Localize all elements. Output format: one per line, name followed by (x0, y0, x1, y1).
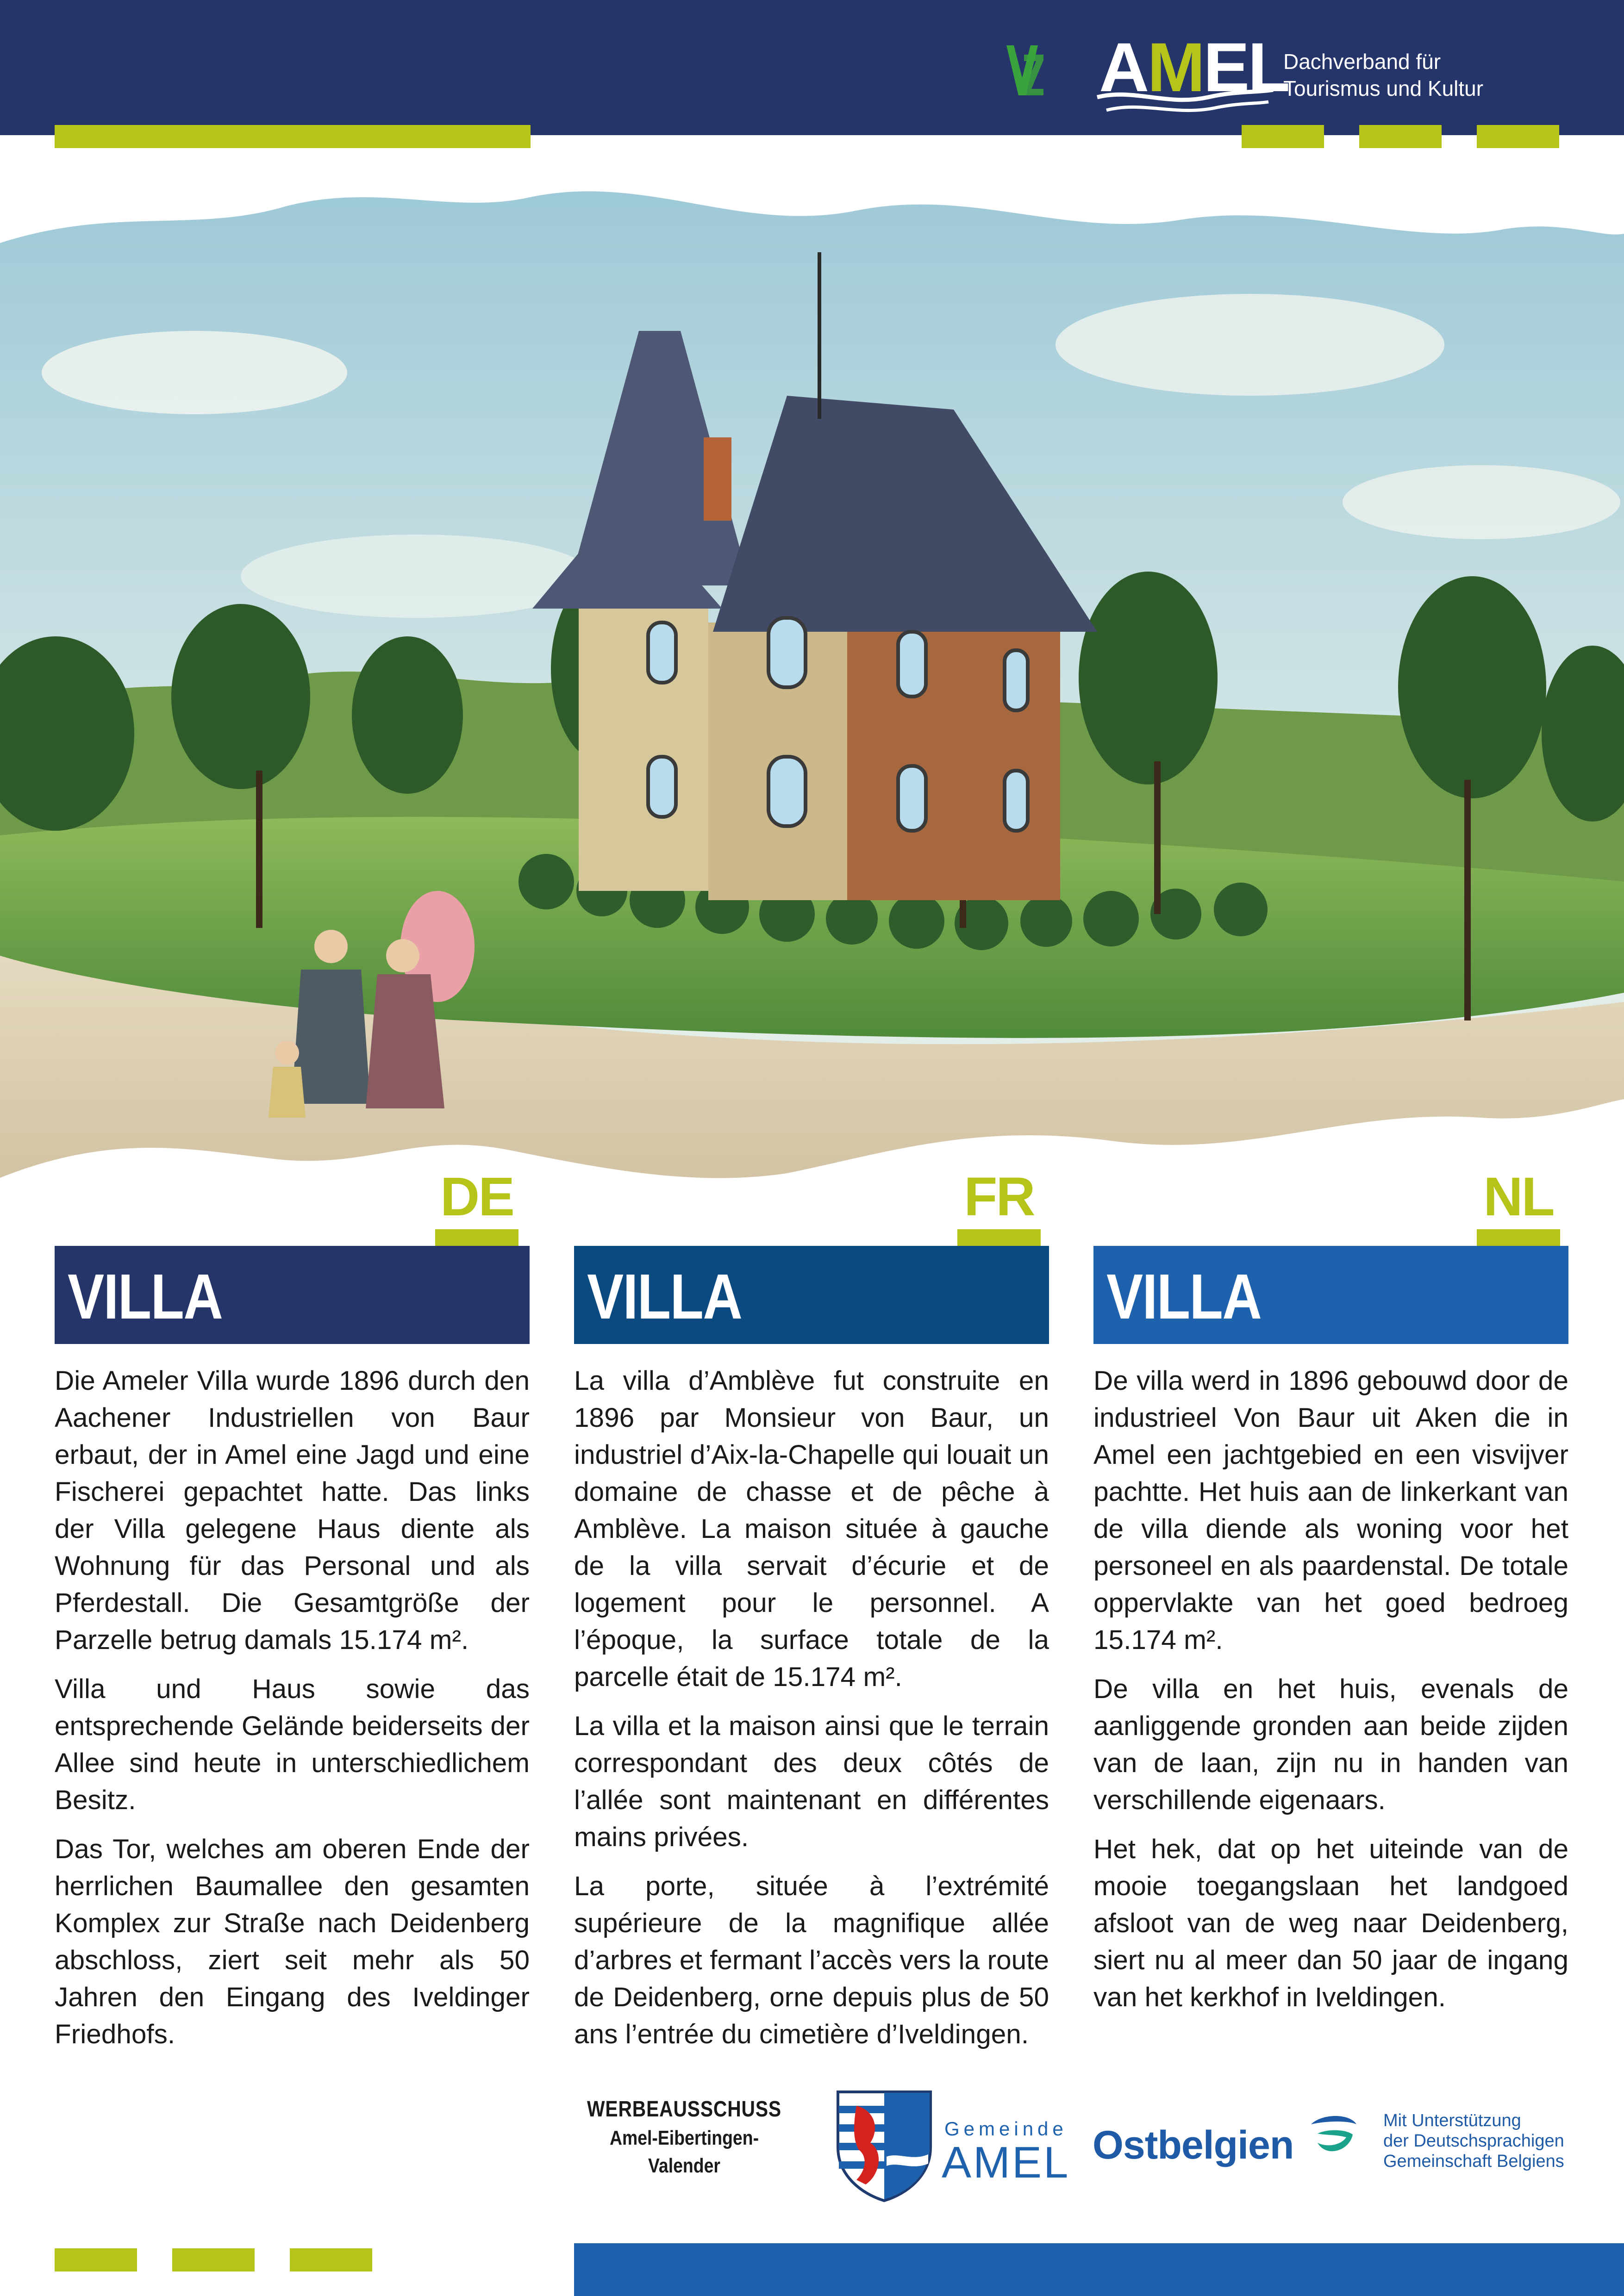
werbe-line-3: Valender (648, 2154, 720, 2177)
paragraph-nl-1: De villa werd in 1896 gebouwd door de industrieel Von Baur uit Aken die in Amel een jachtgebied en een visvijver pachtte. Het huis aan de linkerkant van de villa diende als woning voor het personeel en als paardenstal. De totale oppervlakte van het goed bedroeg 15.174 m². (1093, 1366, 1568, 1655)
ostbelgien-logo: Ostbelgien (1093, 2123, 1294, 2167)
lang-code-nl: NL (1483, 1166, 1554, 1227)
lang-code-de: DE (440, 1166, 513, 1227)
werbeausschuss-logo (586, 2095, 783, 2180)
werbe-line-2: Amel-Eibertingen- (609, 2127, 759, 2149)
paragraph-de-1: Die Ameler Villa wurde 1896 durch den Aachener Industriellen von Baur erbaut, der in Amel eine Jagd und eine Fischerei gepachtet hatte. Das links der Villa gelegene Haus diente als Wohnung für das Personal und als Pferdestall. Die Gesamtgröße der Parzelle betrug damals 15.174 m². (55, 1366, 530, 1655)
brand-word: AMEL (1099, 28, 1288, 106)
column-title-de: VILLA (68, 1261, 223, 1332)
lang-code-fr: FR (964, 1166, 1034, 1227)
coat-of-arms-icon (833, 2087, 935, 2203)
column-header-nl (1093, 1246, 1568, 1344)
accent-bar-bottom-1 (55, 2248, 137, 2271)
header-band (0, 0, 1624, 135)
column-text-fr (574, 1363, 1049, 2065)
column-title-fr: VILLA (587, 1261, 742, 1332)
werbe-line-1: WERBEAUSSCHUSS (587, 2097, 781, 2122)
column-header-de (55, 1246, 530, 1344)
support-line-2: der Deutschsprachigen (1383, 2131, 1564, 2151)
tagline (1283, 48, 1483, 102)
lang-tab-de (435, 1156, 518, 1249)
wave-icon (1093, 83, 1278, 120)
amel-logo (1093, 28, 1288, 120)
tagline-line-1: Dachverband für (1283, 50, 1441, 74)
lang-tab-nl (1477, 1156, 1560, 1249)
support-line-1: Mit Unterstützung (1383, 2111, 1521, 2130)
gemeinde-name: AMEL (942, 2138, 1070, 2187)
column-header-fr (574, 1246, 1049, 1344)
villa-illustration (0, 178, 1624, 1243)
lang-tab-fr (957, 1156, 1041, 1249)
paragraph-fr-2: La villa et la maison ainsi que le terrain correspondant des deux côtés de l’allée sont maintenant en différentes mains privées. (574, 1711, 1049, 1852)
accent-bar-top-left (55, 125, 531, 148)
accent-bar-top-right-3 (1477, 125, 1559, 148)
ostbelgien-swoosh-icon (1308, 2110, 1359, 2161)
column-title-nl: VILLA (1106, 1261, 1262, 1332)
paragraph-nl-2: De villa en het huis, evenals de aanliggende gronden aan beide zijden van de laan, zijn nu in handen van verschillende eigenaars. (1093, 1674, 1568, 1815)
column-text-de (55, 1363, 530, 2065)
gemeinde-label: Gemeinde (944, 2118, 1068, 2140)
vzs-logo (1004, 41, 1045, 100)
support-note (1383, 2110, 1564, 2172)
column-text-nl (1093, 1363, 1568, 2028)
tagline-line-2: Tourismus und Kultur (1283, 76, 1484, 100)
paragraph-nl-3: Het hek, dat op het uiteinde van de mooie toegangslaan het landgoed afsloot van de weg naar Deidenberg, siert nu al meer dan 50 jaar de ingang van het kerkhof in Iveldingen. (1093, 1834, 1568, 2012)
accent-bar-bottom-2 (172, 2248, 255, 2271)
accent-bar-bottom-3 (290, 2248, 372, 2271)
paragraph-fr-3: La porte, située à l’extrémité supérieure de la magnifique allée d’arbres et fermant l’accès vers la route de Deidenberg, orne depuis plus de 50 ans l’entrée du cimetière d’Iveldingen. (574, 1871, 1049, 2049)
gemeinde-amel-logo (829, 2087, 1070, 2208)
paragraph-de-3: Das Tor, welches am oberen Ende der herrlichen Baumallee den gesamten Komplex zur Straße nach Deidenberg abschloss, ziert seit mehr als 50 Jahren den Eingang des Iveldinger Friedhofs. (55, 1834, 530, 2049)
accent-bar-top-right-2 (1359, 125, 1442, 148)
paragraph-fr-1: La villa d’Amblève fut construite en 1896 par Monsieur von Baur, un industriel d’Aix-la-Chapelle qui louait un domaine de chasse et de pêche à Amblève. La maison située à gauche de la villa servait d’écurie et de logement pour le personnel. A l’époque, la surface totale de la parcelle était de 15.174 m². (574, 1366, 1049, 1692)
paragraph-de-2: Villa und Haus sowie das entsprechende Gelände beiderseits der Allee sind heute in unterschiedlichem Besitz. (55, 1674, 530, 1815)
accent-bar-top-right-1 (1242, 125, 1324, 148)
bottom-blue-band (574, 2243, 1624, 2296)
support-line-3: Gemeinschaft Belgiens (1383, 2152, 1564, 2171)
